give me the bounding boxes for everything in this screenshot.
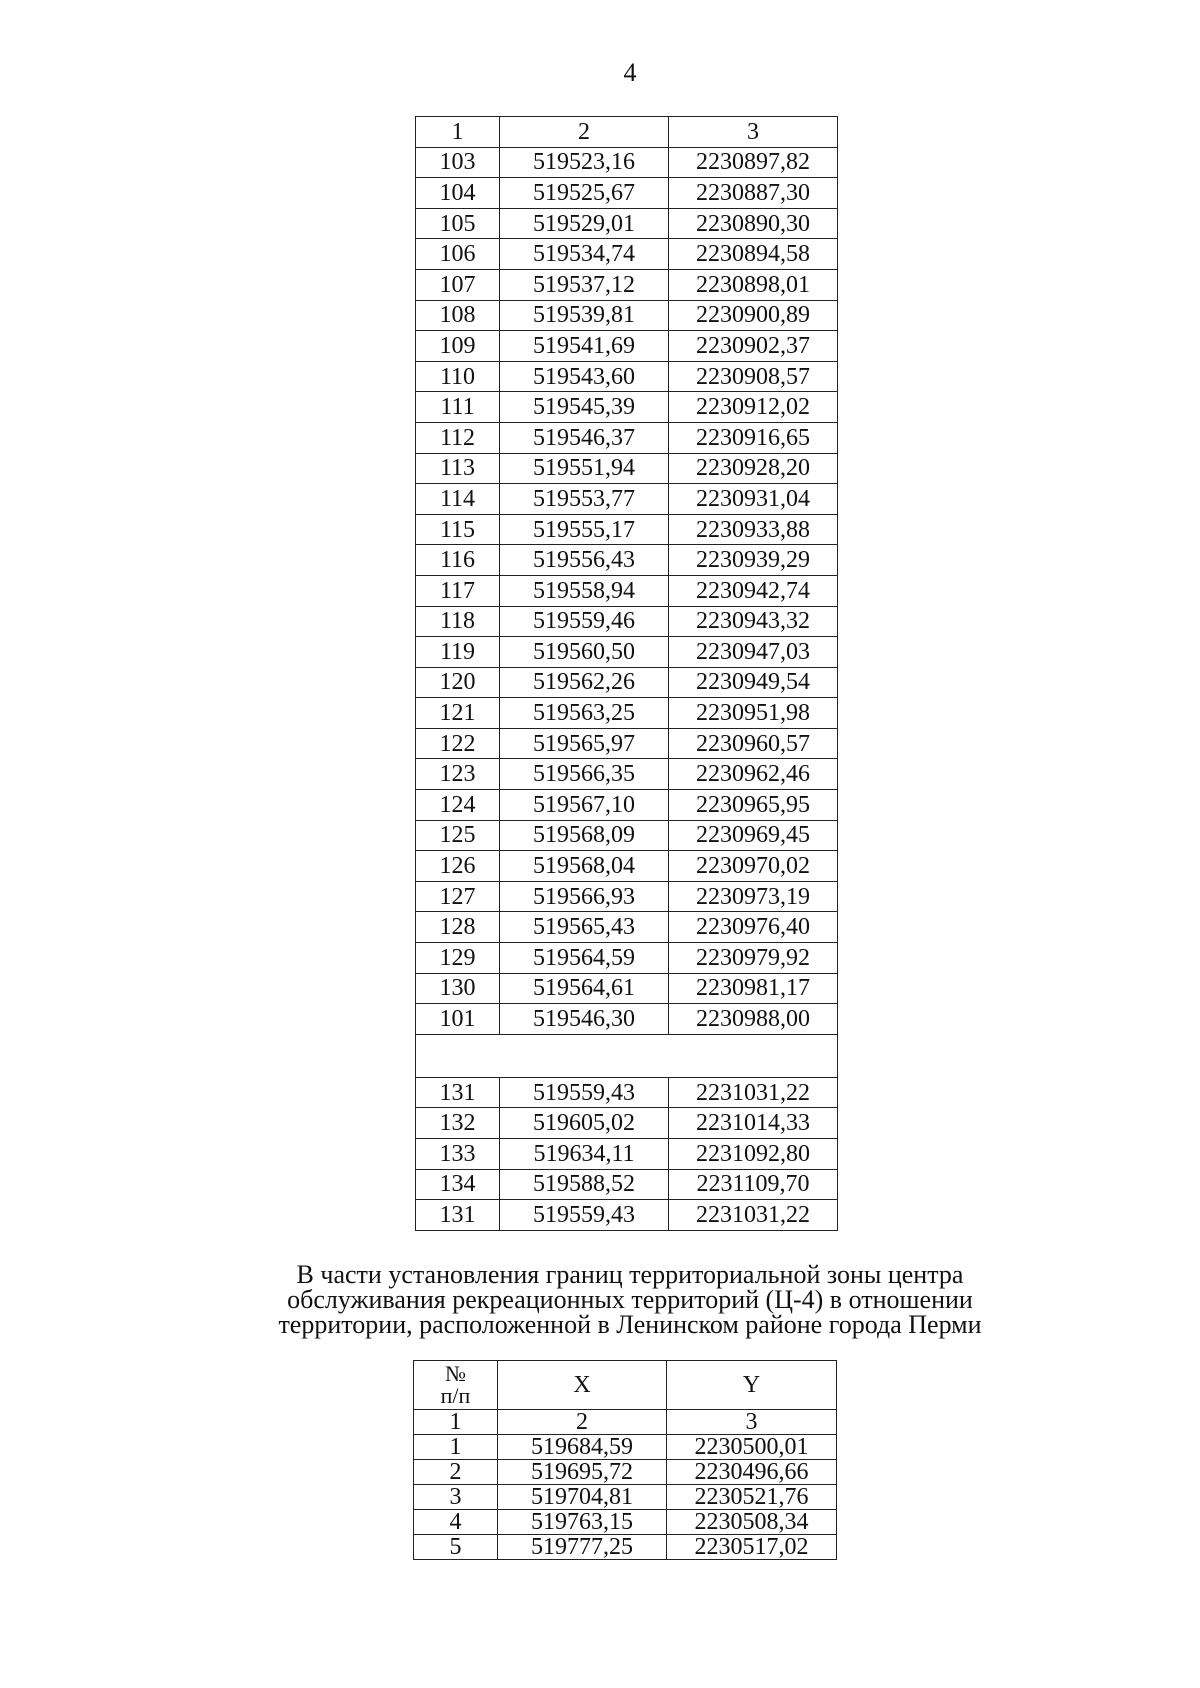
cell-col-2: 519551,94 [500,453,669,484]
header-cell-col-2: 2 [500,117,669,148]
numbering-cell-col-1: 1 [414,1410,498,1435]
table-row [416,1139,838,1170]
table-row [414,1435,837,1460]
cell-col-2: 519560,50 [500,637,669,668]
table-row [416,147,838,178]
cell-col-1: 111 [416,392,500,423]
page-number: 4 [623,58,637,87]
cell-col-2: 519565,43 [500,912,669,943]
table-row [416,667,838,698]
cell-col-3: 2230949,54 [669,667,838,698]
cell-col-1: 108 [416,300,500,331]
cell-col-1: 114 [416,484,500,515]
cell-col-3: 2230890,30 [669,208,838,239]
cell-col-1: 130 [416,973,500,1004]
cell-col-2: 519541,69 [500,331,669,362]
cell-col-3: 2230962,46 [669,759,838,790]
table-row [416,575,838,606]
table-row [416,1200,838,1231]
cell-col-3: 2230942,74 [669,575,838,606]
cell-col-2: 519634,11 [500,1139,669,1170]
cell-col-2: 519546,30 [500,1004,669,1035]
table-header-row [414,1361,837,1410]
cell-col-3: 2230912,02 [669,392,838,423]
cell-col-1: 124 [416,790,500,821]
cell-col-2: 519695,72 [498,1460,667,1485]
numbering-cell-col-2: 2 [498,1410,667,1435]
cell-col-3: 2230928,20 [669,453,838,484]
cell-col-2: 519763,15 [498,1510,667,1535]
column-numbering-row [414,1410,837,1435]
cell-col-3: 2230908,57 [669,361,838,392]
cell-col-3: 2230981,17 [669,973,838,1004]
cell-col-3: 2230965,95 [669,790,838,821]
cell-col-1: 128 [416,912,500,943]
section-heading-line: В части установления границ территориальной зоны центра [296,1260,964,1289]
table-row [416,545,838,576]
cell-col-1: 103 [416,147,500,178]
coordinates-table-body [416,117,838,1231]
header-cell-number [414,1361,498,1410]
cell-col-1: 1 [414,1435,498,1460]
section-heading-line: обслуживания рекреационных территорий (Ц-4) в отношении [287,1285,973,1314]
cell-col-1: 110 [416,361,500,392]
cell-col-2: 519566,35 [500,759,669,790]
cell-col-2: 519563,25 [500,698,669,729]
table-row [416,514,838,545]
cell-col-3: 2231014,33 [669,1108,838,1139]
cell-col-3: 2230947,03 [669,637,838,668]
cell-col-1: 127 [416,881,500,912]
cell-col-2: 519556,43 [500,545,669,576]
header-cell-col-1: 1 [416,117,500,148]
table-row [416,606,838,637]
table-row [416,759,838,790]
table-separator-row [416,1034,838,1077]
cell-col-1: 132 [416,1108,500,1139]
cell-col-3: 2230931,04 [669,484,838,515]
cell-col-3: 2230933,88 [669,514,838,545]
cell-col-1: 131 [416,1200,500,1231]
table-row [416,331,838,362]
cell-col-3: 2230517,02 [667,1535,837,1560]
table-row [416,361,838,392]
cell-col-2: 519546,37 [500,422,669,453]
cell-col-3: 2231109,70 [669,1169,838,1200]
zone-c4-coordinates-table [413,1360,837,1560]
separator-cell [416,1034,838,1077]
cell-col-2: 519565,97 [500,728,669,759]
cell-col-3: 2230970,02 [669,851,838,882]
cell-col-1: 119 [416,637,500,668]
cell-col-3: 2230898,01 [669,269,838,300]
cell-col-1: 126 [416,851,500,882]
cell-col-3: 2230916,65 [669,422,838,453]
cell-col-1: 123 [416,759,500,790]
cell-col-2: 519568,04 [500,851,669,882]
cell-col-1: 120 [416,667,500,698]
zone-c4-table-body [414,1361,837,1560]
header-number-abbr: п/п [440,1383,471,1408]
table-row [416,728,838,759]
cell-col-1: 122 [416,728,500,759]
table-row [416,943,838,974]
cell-col-2: 519588,52 [500,1169,669,1200]
cell-col-2: 519543,60 [500,361,669,392]
cell-col-2: 519523,16 [500,147,669,178]
table-row [416,637,838,668]
cell-col-2: 519558,94 [500,575,669,606]
cell-col-2: 519777,25 [498,1535,667,1560]
table-row [416,178,838,209]
table-header-row [416,117,838,148]
cell-col-3: 2230900,89 [669,300,838,331]
cell-col-3: 2230500,01 [667,1435,837,1460]
coordinates-table-continued [415,116,838,1231]
cell-col-1: 121 [416,698,500,729]
cell-col-3: 2231031,22 [669,1077,838,1108]
cell-col-3: 2230979,92 [669,943,838,974]
section-heading [0,1262,1200,1337]
cell-col-2: 519525,67 [500,178,669,209]
cell-col-3: 2231031,22 [669,1200,838,1231]
cell-col-2: 519553,77 [500,484,669,515]
table-row [416,1004,838,1035]
cell-col-1: 106 [416,239,500,270]
cell-col-2: 519559,46 [500,606,669,637]
header-cell-col-3: 3 [669,117,838,148]
cell-col-1: 118 [416,606,500,637]
cell-col-3: 2231092,80 [669,1139,838,1170]
cell-col-2: 519566,93 [500,881,669,912]
cell-col-3: 2230943,32 [669,606,838,637]
cell-col-3: 2230939,29 [669,545,838,576]
cell-col-1: 131 [416,1077,500,1108]
cell-col-3: 2230951,98 [669,698,838,729]
header-cell-y: Y [667,1361,837,1410]
section-heading-line: территории, расположенной в Ленинском районе города Перми [278,1310,982,1339]
header-number-sign: № [445,1361,466,1386]
cell-col-3: 2230976,40 [669,912,838,943]
table-row [416,1108,838,1139]
cell-col-1: 5 [414,1535,498,1560]
cell-col-3: 2230969,45 [669,820,838,851]
table-row [414,1510,837,1535]
numbering-cell-col-3: 3 [667,1410,837,1435]
cell-col-1: 4 [414,1510,498,1535]
cell-col-1: 134 [416,1169,500,1200]
table-row [416,1077,838,1108]
cell-col-2: 519567,10 [500,790,669,821]
cell-col-1: 109 [416,331,500,362]
table-row [416,422,838,453]
cell-col-3: 2230521,76 [667,1485,837,1510]
cell-col-3: 2230496,66 [667,1460,837,1485]
table-row [416,851,838,882]
cell-col-1: 113 [416,453,500,484]
cell-col-3: 2230508,34 [667,1510,837,1535]
cell-col-2: 519568,09 [500,820,669,851]
table-row [414,1535,837,1560]
table-row [416,881,838,912]
cell-col-2: 519539,81 [500,300,669,331]
table-row [416,392,838,423]
cell-col-1: 117 [416,575,500,606]
table-row [416,208,838,239]
cell-col-1: 125 [416,820,500,851]
cell-col-1: 116 [416,545,500,576]
cell-col-1: 129 [416,943,500,974]
table-row [416,973,838,1004]
cell-col-3: 2230960,57 [669,728,838,759]
table-row [414,1460,837,1485]
cell-col-3: 2230887,30 [669,178,838,209]
cell-col-1: 105 [416,208,500,239]
cell-col-1: 104 [416,178,500,209]
table-row [416,484,838,515]
table-row [416,269,838,300]
cell-col-2: 519562,26 [500,667,669,698]
cell-col-2: 519559,43 [500,1200,669,1231]
cell-col-1: 133 [416,1139,500,1170]
cell-col-2: 519684,59 [498,1435,667,1460]
table-row [416,239,838,270]
table-row [416,300,838,331]
cell-col-2: 519555,17 [500,514,669,545]
table-row [416,912,838,943]
cell-col-1: 115 [416,514,500,545]
cell-col-1: 2 [414,1460,498,1485]
cell-col-1: 112 [416,422,500,453]
cell-col-2: 519704,81 [498,1485,667,1510]
table-row [416,820,838,851]
cell-col-1: 3 [414,1485,498,1510]
cell-col-2: 519564,59 [500,943,669,974]
table-row [416,453,838,484]
cell-col-2: 519545,39 [500,392,669,423]
cell-col-3: 2230988,00 [669,1004,838,1035]
cell-col-2: 519529,01 [500,208,669,239]
cell-col-3: 2230894,58 [669,239,838,270]
cell-col-3: 2230897,82 [669,147,838,178]
cell-col-2: 519537,12 [500,269,669,300]
cell-col-2: 519534,74 [500,239,669,270]
cell-col-2: 519605,02 [500,1108,669,1139]
header-cell-x: X [498,1361,667,1410]
table-row [416,1169,838,1200]
cell-col-3: 2230902,37 [669,331,838,362]
table-row [416,790,838,821]
table-row [416,698,838,729]
cell-col-3: 2230973,19 [669,881,838,912]
cell-col-2: 519559,43 [500,1077,669,1108]
cell-col-2: 519564,61 [500,973,669,1004]
table-row [414,1485,837,1510]
cell-col-1: 107 [416,269,500,300]
cell-col-1: 101 [416,1004,500,1035]
